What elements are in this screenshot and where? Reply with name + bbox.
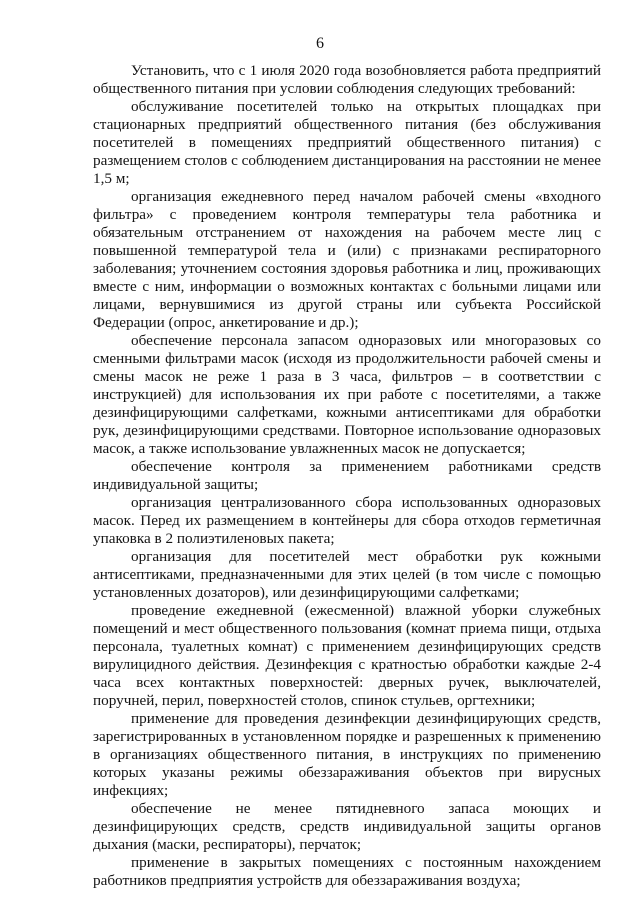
paragraph-outdoor-service: обслуживание посетителей только на открытых площадках при стационарных предприятий общественного питания (без обслуживания посетителей в помещениях предприятий общественного питания) с размещением столов с соблюдением дистанцирования на расстоянии не менее 1,5 м; [93, 98, 601, 187]
paragraph-mask-collection: организация централизованного сбора использованных одноразовых масок. Перед их размещением в контейнеры для сбора отходов герметичная упаковка в 2 полиэтиленовых пакета; [93, 494, 601, 547]
paragraph-entry-filter: организация ежедневного перед началом рабочей смены «входного фильтра» с проведением контроля температуры тела работника и обязательным отстранением от нахождения на рабочем месте лиц с повышенной температурой тела и (или) с признаками респираторного заболевания; уточнением состояния здоровья работника и лиц, проживающих вместе с ним, информации о возможных контактах с больными лицами или лицами, вернувшимися из другой страны или субъекта Российской Федерации (опрос, анкетирование и др.); [93, 188, 601, 331]
paragraph-wet-cleaning: проведение ежедневной (ежесменной) влажной уборки служебных помещений и мест общественного пользования (комнат приема пищи, отдыха персонала, туалетных комнат) с применением дезинфицирующих средств вирулицидного действия. Дезинфекция с кратностью обработки каждые 2-4 часа всех контактных поверхностей: дверных ручек, выключателей, поручней, перил, поверхностей столов, спинок стульев, оргтехники; [93, 602, 601, 709]
document-body [93, 62, 601, 890]
paragraph-ppe-control: обеспечение контроля за применением работниками средств индивидуальной защиты; [93, 458, 601, 493]
paragraph-air-disinfection: применение в закрытых помещениях с постоянным нахождением работников предприятия устройств для обеззараживания воздуха; [93, 854, 601, 889]
paragraph-disinfectants: применение для проведения дезинфекции дезинфицирующих средств, зарегистрированных в установленном порядке и разрешенных к применению в организациях общественного питания, в инструкциях по применению которых указаны режимы обеззараживания объектов при вирусных инфекциях; [93, 710, 601, 799]
paragraph-masks-supply: обеспечение персонала запасом одноразовых или многоразовых со сменными фильтрами масок (исходя из продолжительности рабочей смены и смены масок не реже 1 раза в 3 часа, фильтров – в соответствии с инструкцией) для использования их при работе с посетителями, а также дезинфицирующими салфетками, кожными антисептиками для обработки рук, дезинфицирующими средствами. Повторное использование одноразовых масок, а также использование увлажненных масок не допускается; [93, 332, 601, 457]
paragraph-hand-sanitizing: организация для посетителей мест обработки рук кожными антисептиками, предназначенными для этих целей (в том числе с помощью установленных дозаторов), или дезинфицирующими салфетками; [93, 548, 601, 601]
paragraph-supplies-reserve: обеспечение не менее пятидневного запаса моющих и дезинфицирующих средств, средств индивидуальной защиты органов дыхания (маски, респираторы), перчаток; [93, 800, 601, 853]
page-number: 6 [316, 35, 324, 52]
paragraph-intro: Установить, что с 1 июля 2020 года возобновляется работа предприятий общественного питания при условии соблюдения следующих требований: [93, 62, 601, 97]
